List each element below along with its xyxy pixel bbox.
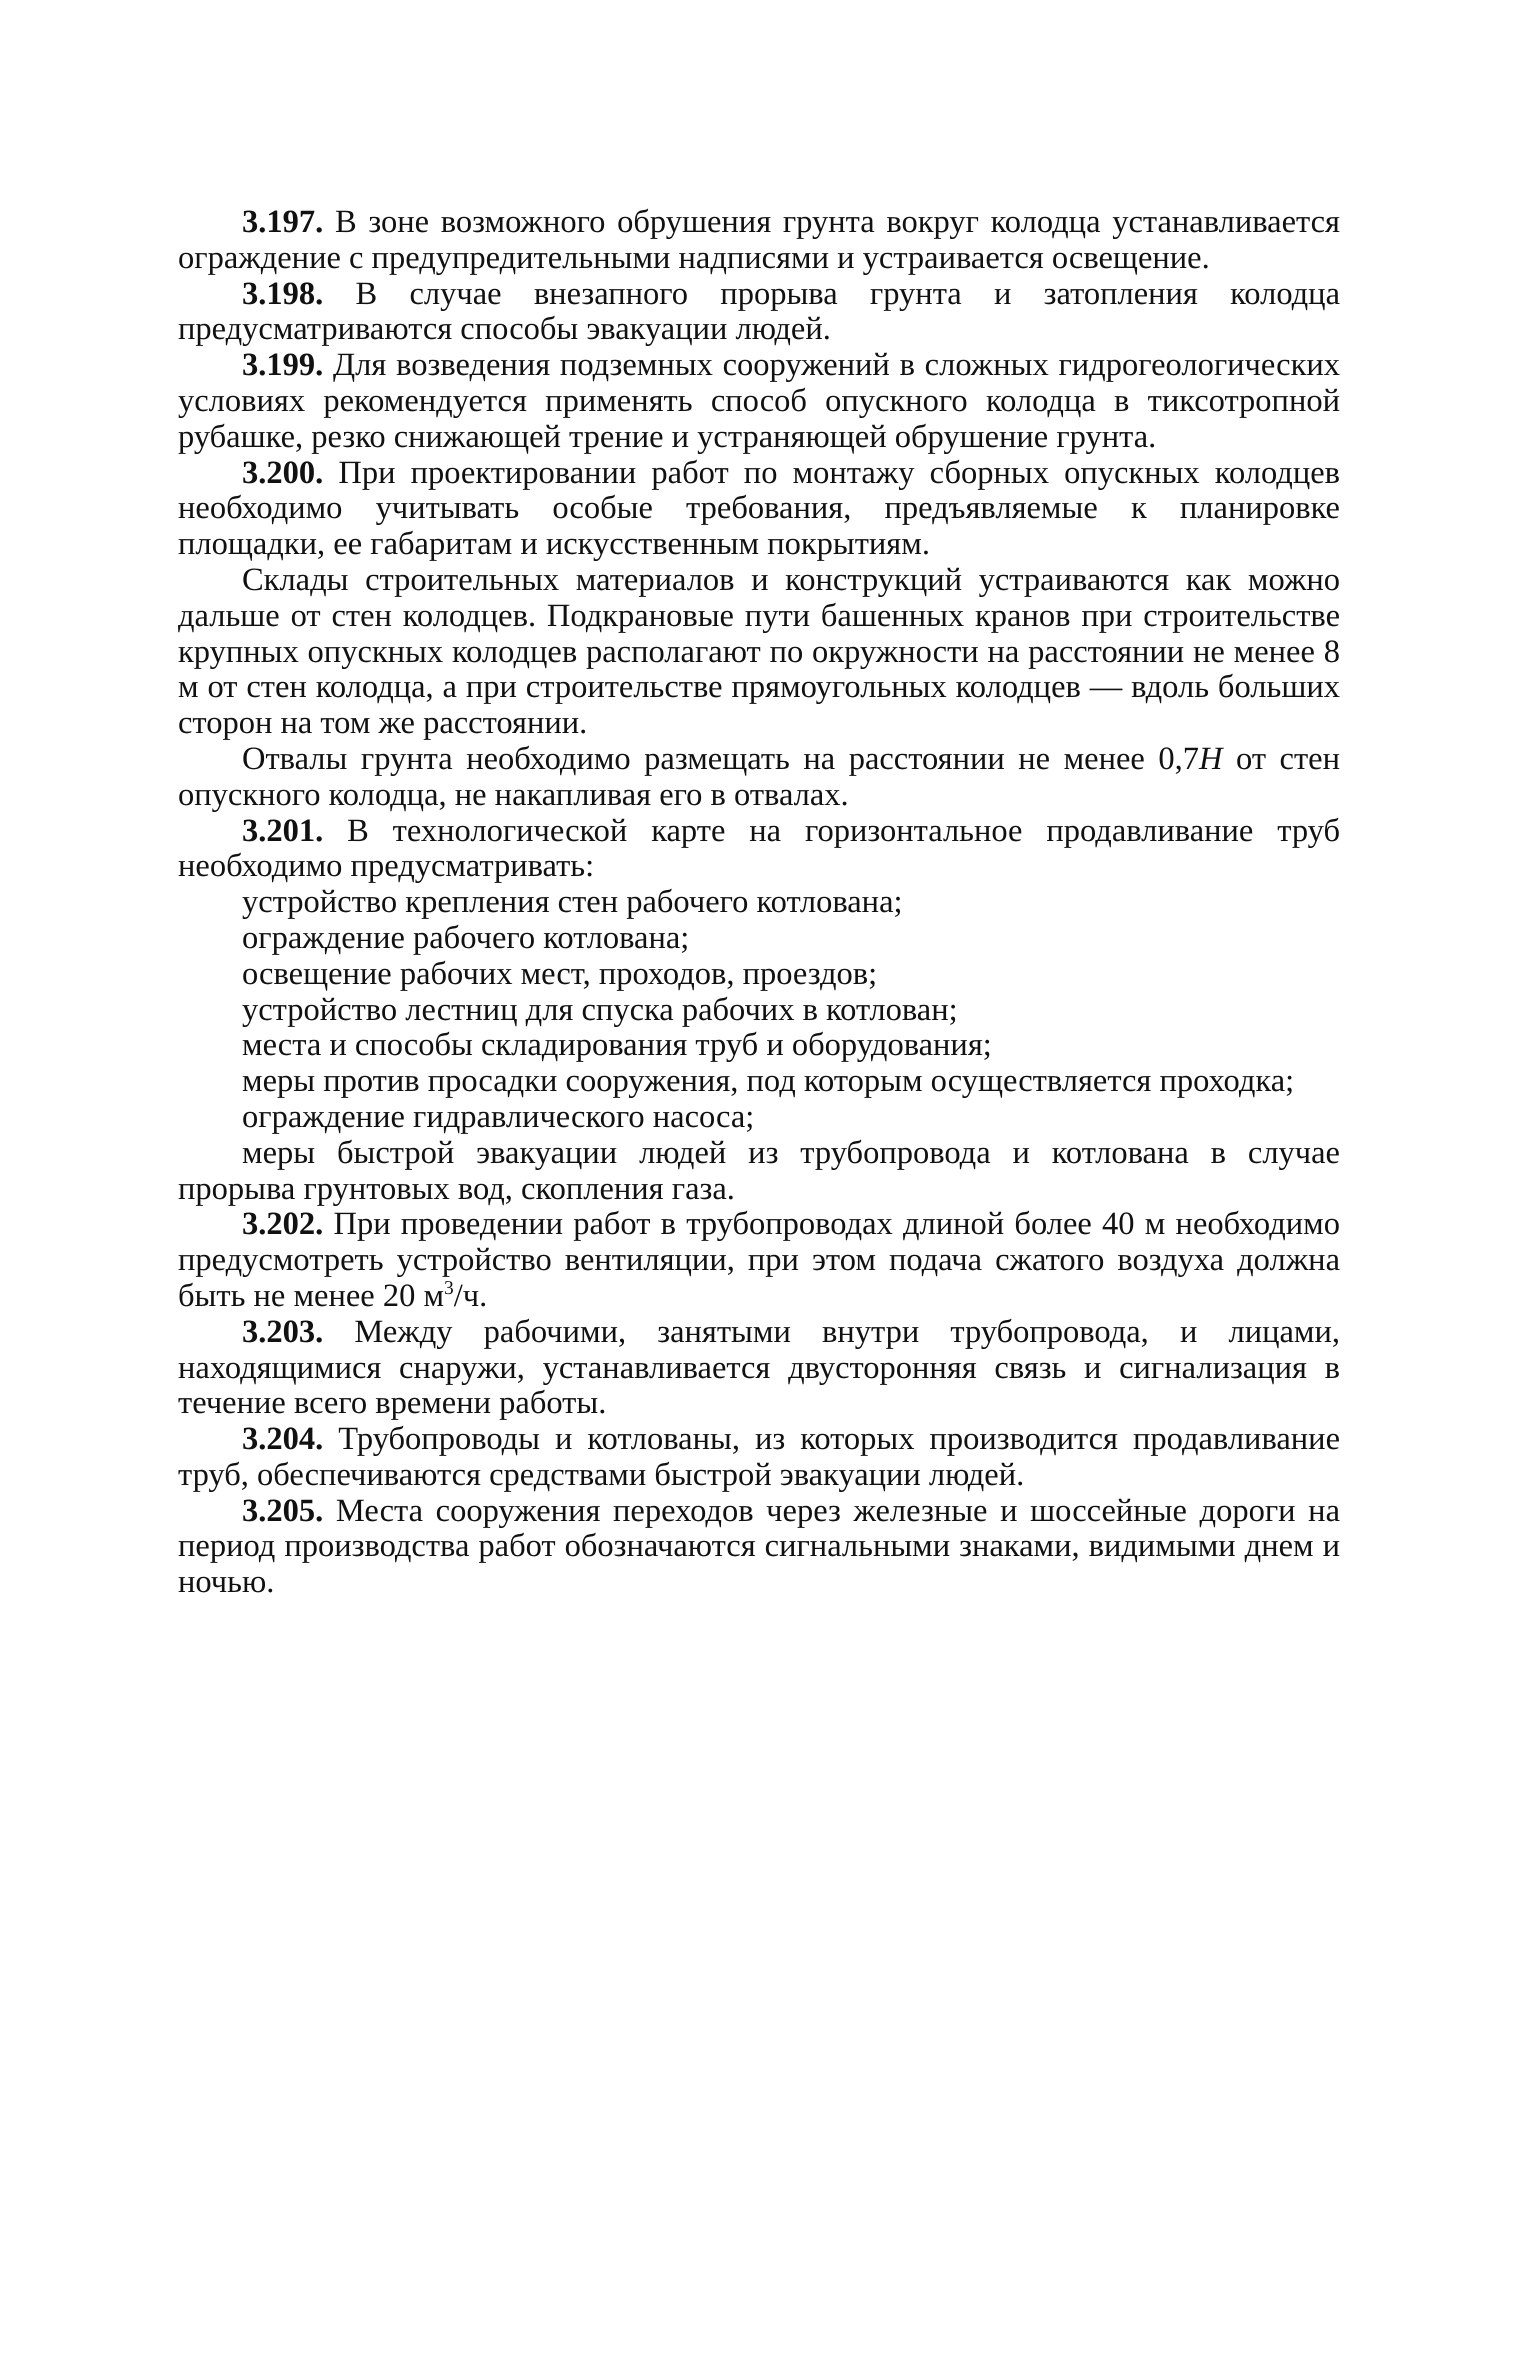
paragraph-3-202: [178, 1207, 1340, 1314]
paragraph-number: 3.204.: [242, 1421, 324, 1458]
paragraph-text: При проектировании работ по монтажу сборных опускных колодцев необходимо учитывать особые требования, предъявляемые к планировке площадки, ее габаритам и искусственным покрытиям.: [178, 454, 1340, 563]
paragraph-text: В случае внезапного прорыва грунта и затопления колодца предусматриваются способы эвакуации людей.: [178, 275, 1340, 348]
paragraph-text: Отвалы грунта необходимо размещать на расстоянии не менее 0,7: [242, 740, 1199, 777]
list-item: устройство крепления стен рабочего котлована;: [242, 884, 903, 921]
list-item: ограждение рабочего котлована;: [242, 919, 690, 956]
paragraph-3-199: [178, 348, 1340, 455]
list-item: места и способы складирования труб и оборудования;: [242, 1027, 992, 1064]
paragraph-number: 3.199.: [242, 347, 324, 384]
paragraph-number: 3.203.: [242, 1313, 324, 1350]
list-item: ограждение гидравлического насоса;: [242, 1098, 755, 1135]
list-item: меры против просадки сооружения, под которым осуществляется проходка;: [242, 1063, 1295, 1100]
paragraph-text: Места сооружения переходов через железные и шоссейные дороги на период производства работ обозначаются сигнальными знаками, видимыми днем и ночью.: [178, 1492, 1340, 1601]
paragraph-number: 3.197.: [242, 204, 324, 240]
paragraph-number: 3.205.: [242, 1492, 324, 1529]
paragraph-3-205: [178, 1494, 1340, 1601]
list-item: меры быстрой эвакуации людей из трубопровода и котлована в случае прорыва грунтовых вод, скопления газа.: [178, 1134, 1340, 1207]
paragraph-3-198: [178, 277, 1340, 349]
paragraph-text: Склады строительных материалов и конструкций устраиваются как можно дальше от стен колодцев. Подкрановые пути башенных кранов при строительстве крупных опускных колодцев располагают по окружности на расстоянии не менее 8 м от стен колодца, а при строительстве прямоугольных колодцев — вдоль больших сторон на том же расстоянии.: [178, 561, 1340, 742]
list-item: освещение рабочих мест, проходов, проездов;: [242, 955, 878, 992]
document-page: [178, 205, 1340, 1601]
variable-h: H: [1199, 740, 1223, 777]
paragraph-text: Трубопроводы и котлованы, из которых производится продавливание труб, обеспечиваются средствами быстрой эвакуации людей.: [178, 1421, 1340, 1493]
paragraph-text: от стен опускного колодца, не накапливая его в отвалах.: [178, 740, 1340, 813]
paragraph-3-201: [178, 814, 1340, 886]
paragraph-text: В технологической карте на горизонтальное продавливание труб необходимо предусматривать:: [178, 812, 1340, 885]
list-item: устройство лестниц для спуска рабочих в котлован;: [242, 991, 958, 1028]
paragraph-storage: [178, 563, 1340, 742]
paragraph-3-203: [178, 1315, 1340, 1422]
paragraph-soil-dumps: [178, 742, 1340, 814]
paragraph-text: /ч.: [453, 1277, 488, 1314]
paragraph-3-200: [178, 456, 1340, 563]
paragraph-text: В зоне возможного обрушения грунта вокруг колодца устанавливается ограждение с предупредительными надписями и устраивается освещение.: [178, 204, 1340, 276]
paragraph-text: Между рабочими, занятыми внутри трубопровода, и лицами, находящимися снаружи, устанавливается двусторонняя связь и сигнализация в течение всего времени работы.: [178, 1313, 1340, 1422]
paragraph-text: Для возведения подземных сооружений в сложных гидрогеологических условиях рекомендуется применять способ опускного колодца в тиксотропной рубашке, резко снижающей трение и устраняющей обрушение грунта.: [178, 347, 1340, 455]
paragraph-number: 3.201.: [242, 812, 324, 849]
paragraph-3-204: [178, 1422, 1340, 1494]
superscript: 3: [444, 1278, 454, 1300]
paragraph-number: 3.200.: [242, 454, 324, 491]
paragraph-number: 3.202.: [242, 1206, 324, 1243]
paragraph-3-197: [178, 205, 1340, 277]
paragraph-text: При проведении работ в трубопроводах длиной более 40 м необходимо предусмотреть устройство вентиляции, при этом подача сжатого воздуха должна быть не менее 20 м: [178, 1206, 1340, 1314]
paragraph-number: 3.198.: [242, 275, 324, 312]
